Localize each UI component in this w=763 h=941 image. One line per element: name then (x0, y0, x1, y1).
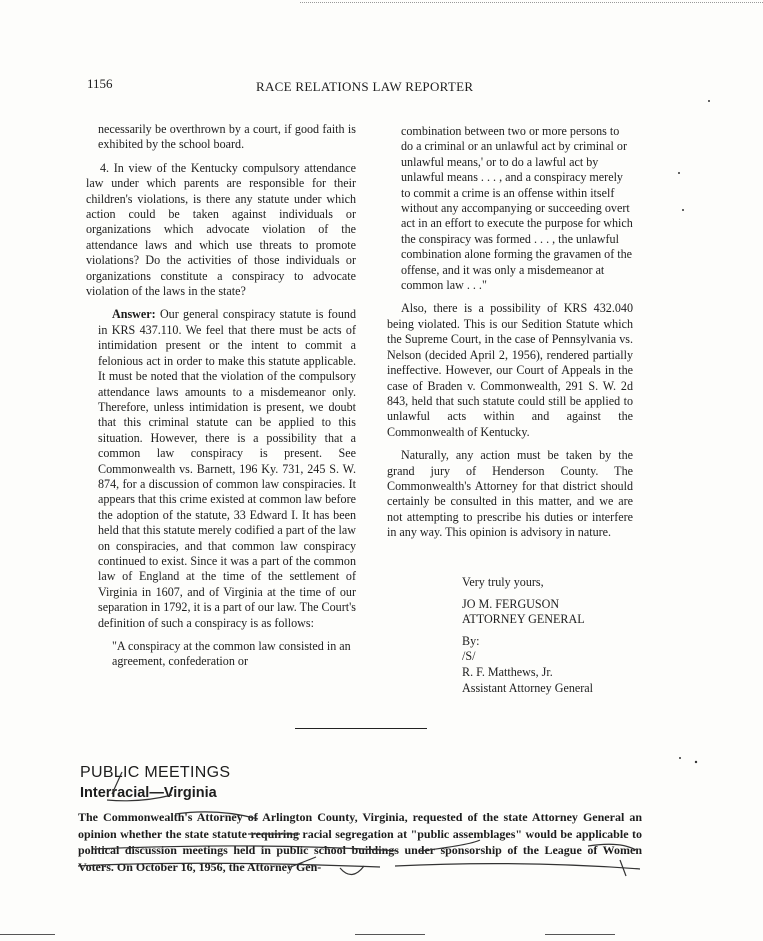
section-divider (295, 728, 427, 729)
answer-label: Answer: (112, 307, 156, 322)
closing: Very truly yours, (462, 575, 544, 589)
signer-title: ATTORNEY GENERAL (462, 612, 585, 627)
speck (695, 761, 697, 763)
by-label: By: (462, 633, 480, 648)
quote-start: "A conspiracy at the common law consisted in an agreement, confederation or (112, 639, 351, 669)
paragraph-grand-jury: Naturally, any action must be taken by the grand jury of Henderson County. The Commonwealth's Attorney for that district should certainly be consulted in this matter, and we are not attempting to prescribe his duties or interfere in any way. This opinion is advisory in nature. (387, 448, 633, 540)
section-subheading: Interracial—Virginia (80, 785, 217, 801)
assistant-name: R. F. Matthews, Jr. (462, 664, 553, 679)
quote-continued: combination between two or more persons to do a criminal or an unlawful act by criminal or unlawful means,' or to do a lawful act by unlawful means . . . , and a conspiracy merely to commit a crime is an offense within itself without any accompanying or succeeding overt act in an effort to execute the purpose for which the conspiracy was formed . . . , the unlawful combination alone forming the gravamen of the offense, and it was only a misdemeanor at common law . . ." (401, 124, 633, 293)
speck (678, 172, 680, 174)
signer-name: JO M. FERGUSON (462, 596, 560, 611)
assistant-title: Assistant Attorney General (462, 680, 593, 695)
section-heading: PUBLIC MEETINGS (80, 764, 231, 781)
bottom-rule (0, 934, 55, 935)
bottom-rule (355, 934, 425, 935)
speck (679, 757, 681, 759)
page-number: 1156 (87, 76, 113, 91)
question-4: 4. In view of the Kentucky compulsory attendance law under which parents are responsible for their children's violations, is there any statute under which action could be taken against individuals or organizations which advocate violation of the attendance laws and which use threats to promote violations? Do the activities of those individuals or organizations constitute a conspiracy to advocate violation of the laws in the state? (86, 160, 356, 299)
section-paragraph: The Commonwealth's Attorney of Arlington County, Virginia, requested of the state Attorney General an opinion whether the state statute requiring racial segregation at "public assemblages" would be applicable to political discussion meetings held in public school buildings under sponsorship of the League of Women Voters. On October 16, 1956, the Attorney Gen- (78, 810, 642, 874)
answer-paragraph (98, 307, 356, 631)
top-dotted-border (300, 2, 763, 3)
answer-text: Our general conspiracy statute is found in KRS 437.110. We feel that there must be acts of intimidation present or the intent to commit a felonious act in order to make this statute applicable. It must be noted that the violation of the compulsory attendance laws amounts to a misdemeanor only. Therefore, unless intimidation is present, we doubt that this criminal statute can be applied to this situation. However, there is a possibility that a common law conspiracy is present. See Commonwealth vs. Barnett, 196 Ky. 731, 245 S. W. 874, for a discussion of common law conspiracies. It appears that this crime existed at common law before the adoption of the statute, 33 Edward I. It has been held that this statute merely codified a part of the law on conspiracies, and that common law conspiracy continued to exist. Since it was a part of the common law of England at the time of the settlement of Virginia in 1607, and of Virginia at the time of our separation in 1792, it is a part of our law. The Court's definition of such a conspiracy is as follows: (98, 307, 356, 630)
right-column (387, 124, 633, 541)
left-column (86, 122, 356, 670)
paragraph-continued: necessarily be overthrown by a court, if good faith is exhibited by the school board. (98, 122, 356, 152)
paragraph-sedition: Also, there is a possibility of KRS 432.040 being violated. This is our Sedition Statute which the Supreme Court, in the case of Pennsylvania vs. Nelson (decided April 2, 1956), rendered partially ineffective. However, our Court of Appeals in the case of Braden v. Commonwealth, 291 S. W. 2d 843, held that such statute could still be applied to unlawful acts within and against the Commonwealth of Kentucky. (387, 301, 633, 439)
signature-block (462, 575, 593, 696)
running-head: RACE RELATIONS LAW REPORTER (256, 79, 474, 94)
signed-mark: /S/ (462, 649, 476, 664)
speck (708, 100, 710, 102)
bottom-rule (545, 934, 615, 935)
answer-block (86, 307, 356, 669)
speck (682, 209, 684, 211)
